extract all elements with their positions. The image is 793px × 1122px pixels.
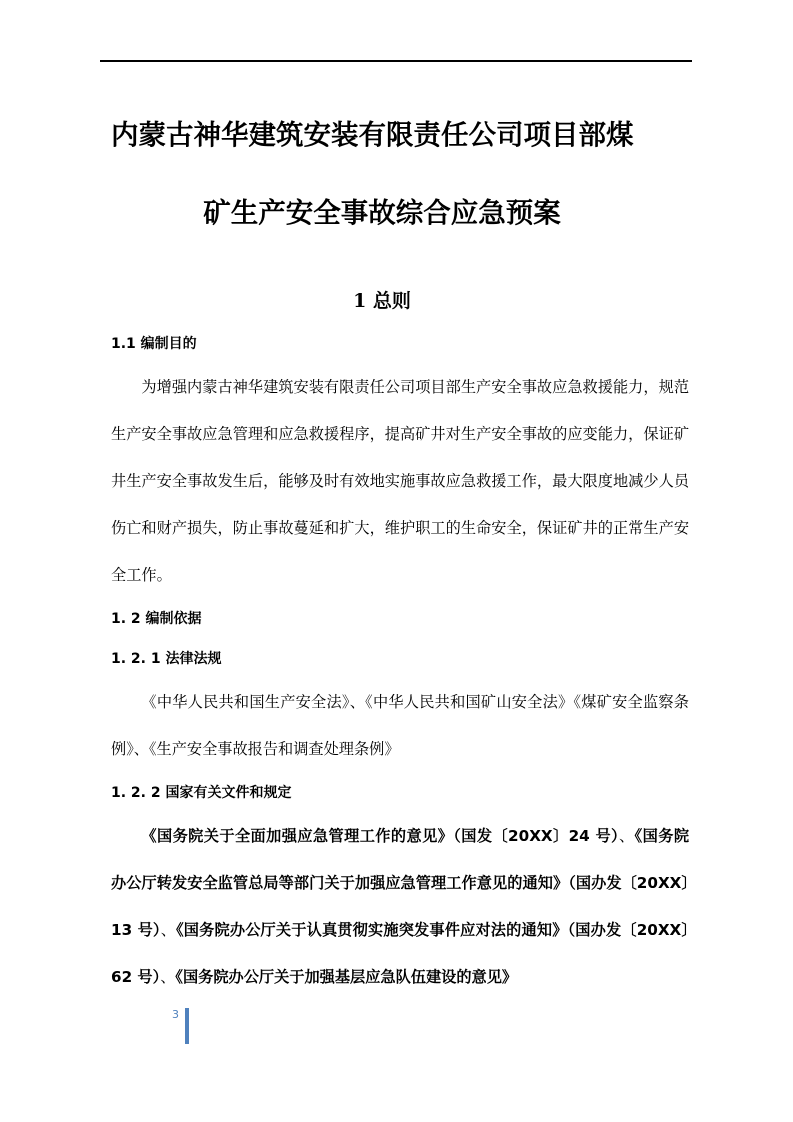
- citation-separator-2: 、: [160, 921, 177, 939]
- text-cursor-caret: [185, 1008, 189, 1044]
- heading-1-2: 1. 2 编制依据: [111, 611, 202, 627]
- citation-title-4: 《国务院办公厅关于加强基层应急队伍建设的意见》: [175, 968, 518, 986]
- section-heading-1: 1 总则: [353, 290, 411, 312]
- heading-1-2-2: 1. 2. 2 国家有关文件和规定: [111, 785, 292, 801]
- page-number: 3: [172, 1008, 179, 1021]
- header-divider-rule: [100, 60, 692, 62]
- heading-1-2-1: 1. 2. 1 法律法规: [111, 651, 222, 667]
- paragraph-national-documents: [111, 813, 689, 1001]
- document-title-line-2: 矿生产安全事故综合应急预案: [203, 197, 561, 229]
- page-number-marker: [172, 1008, 189, 1048]
- citation-number-3: （国办发〔20XX〕62 号）: [111, 921, 689, 986]
- document-title: [111, 96, 689, 252]
- paragraph-purpose: 为增强内蒙古神华建筑安装有限责任公司项目部生产安全事故应急救援能力，规范生产安全事故应急管理和应急救援程序，提高矿井对生产安全事故的应变能力，保证矿井生产安全事故发生后，能够及时有效地实施事故应急救援工作，最大限度地减少人员伤亡和财产损失，防止事故蔓延和扩大，维护职工的生命安全，保证矿井的正常生产安全工作。: [111, 378, 689, 584]
- citation-number-1: （国发〔20XX〕24 号）: [453, 827, 620, 845]
- heading-1-1: 1.1 编制目的: [111, 336, 197, 352]
- paragraph-laws: 《中华人民共和国生产安全法》、《中华人民共和国矿山安全法》《煤矿安全监察条例》、《生产安全事故报告和调查处理条例》: [111, 693, 689, 758]
- citation-separator-3: 、: [160, 968, 176, 986]
- citation-title-2: 《国务院办公厅转发安全监管总局等部门关于加强应急管理工作意见的通知》: [111, 827, 690, 892]
- citation-number-2: （国办发〔20XX〕13 号）: [111, 874, 689, 939]
- document-content: [111, 96, 689, 1001]
- citation-separator-1: 、: [619, 827, 635, 845]
- document-title-line-1: 内蒙古神华建筑安装有限责任公司项目部煤: [111, 119, 634, 151]
- citation-title-1: 《国务院关于全面加强应急管理工作的意见》: [141, 827, 454, 845]
- citation-title-3: 《国务院办公厅关于认真贯彻实施突发事件应对法的通知》: [176, 921, 568, 939]
